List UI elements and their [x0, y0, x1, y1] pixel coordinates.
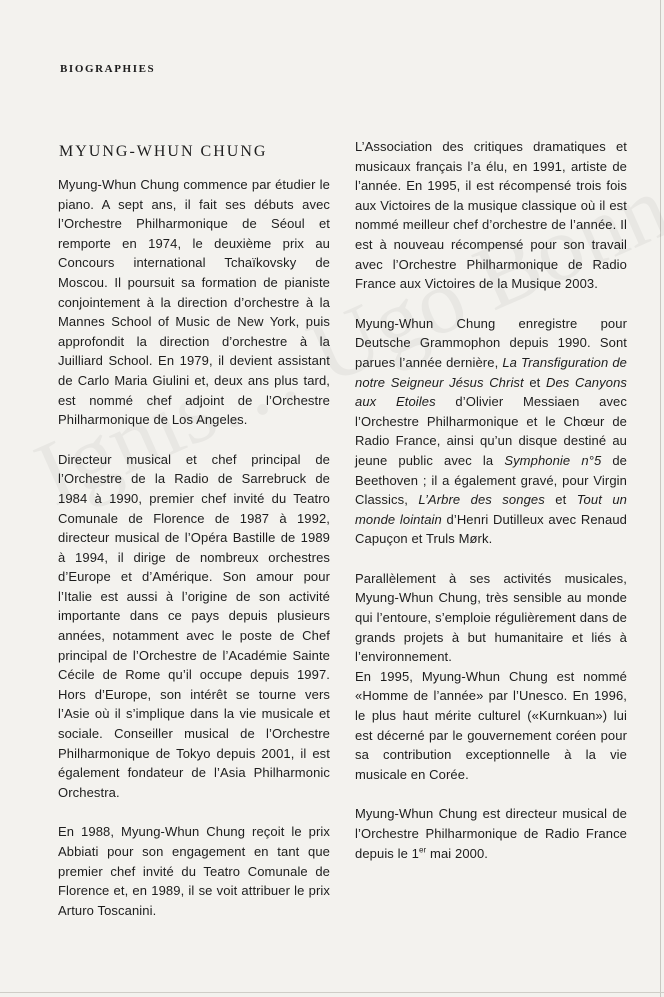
paragraph: Directeur musical et chef principal de l’Orchestre de la Radio de Sarrebruck de 1984 à 1990, premier chef invité du Teatro Comunale de Florence de 1987 à 1992, directeur musical de l’Opéra Bastille de 1989 à 1994, il dirige de nombreux orchestres d’Europe et d’Amérique. Son amour pour l’Italie est aussi à l’origine de son activité importante dans ce pays depuis plusieurs années, notamment avec le poste de Chef principal de l’Orchestre de l’Académie Sainte Cécile de Rome qu’il occupe depuis 1997. Hors d’Europe, son intérêt se tourne vers l’Asie où il s’implique dans la vie musicale et sociale. Conseiller musical de l’Orchestre Philharmonique de Tokyo depuis 2001, il est également fondateur de l’Asia Philharmonic Orchestra. — [58, 451, 330, 800]
work-title: Des Canyons aux Etoiles — [355, 374, 628, 410]
work-title: Tout un monde lointain — [355, 492, 627, 527]
paragraph: En 1988, Myung-Whun Chung reçoit le prix Abbiati pour son engagement en tant que premier chef invité du Teatro Comunale de Florence et, en 1989, il se voit attribuer le prix Arturo Toscanini. — [58, 824, 330, 918]
page-edge — [0, 992, 664, 993]
text-run: Myung-Whun Chung enregistre pour Deutsche Grammophon depuis 1990. Sont parues l’année dernière, — [355, 315, 627, 370]
text-run: d’Olivier Messiaen avec l’Orchestre Philharmonique et le Chœur de Radio France, ainsi qu’un disque destiné au jeune public avec la — [355, 394, 627, 468]
bio-title: MYUNG-WHUN CHUNG — [59, 143, 268, 160]
text-run: et — [523, 374, 546, 390]
page-edge — [660, 0, 661, 997]
text-run: mai 2000. — [426, 845, 489, 861]
superscript: er — [418, 845, 427, 855]
right-column — [355, 137, 627, 883]
work-title: Symphonie n°5 — [504, 452, 602, 468]
paragraph: Parallèlement à ses activités musicales, Myung-Whun Chung, très sensible au monde qui l’entoure, s’emploie régulièrement dans de grands projets à but humanitaire et liés à l’environnement. — [355, 570, 627, 665]
text-run: Myung-Whun Chung est directeur musical de l’Orchestre Philharmonique de Radio France depuis le 1 — [355, 806, 627, 861]
text-run: et — [544, 492, 577, 508]
paragraph: L’Association des critiques dramatiques et musicaux français l’a élu, en 1991, artiste de l’année. En 1995, il est récompensé trois fois aux Victoires de la musique classique où il est nommé meilleur chef d’orchestre de l’année. Il est à nouveau récompensé pour son travail avec l’Orchestre Philharmonique de Radio France aux Victoires de la Musique 2003. — [355, 139, 627, 292]
text-run: d’Henri Dutilleux avec Renaud Capuçon et Truls Mørk. — [355, 511, 627, 547]
left-column — [58, 138, 330, 940]
paragraph — [355, 314, 627, 549]
paragraph: En 1995, Myung-Whun Chung est nommé «Homme de l’année» par l’Unesco. En 1996, le plus haut mérite culturel («Kurnkuan») lui est décerné par le gouvernement coréen pour sa contribution exceptionnelle à la vie musicale en Corée. — [355, 668, 627, 782]
text-run: de Beethoven ; il a également gravé, pour Virgin Classics, — [355, 452, 628, 508]
work-title: La Transfiguration de notre Seigneur Jésus Christ — [355, 354, 627, 390]
paragraph — [355, 804, 627, 863]
work-title: L’Arbre des songes — [418, 492, 545, 508]
section-label: BIOGRAPHIES — [60, 63, 156, 75]
paragraph: Myung-Whun Chung commence par étudier le piano. A sept ans, il fait ses débuts avec l’Orchestre Philharmonique de Séoul et remporte en 1974, le deuxième prix au Concours international Tchaïkovsky de Moscou. Il poursuit sa formation de pianiste conjointement à la direction d’orchestre à la Mannes School of Music de New York, puis approfondit la direction d’orchestre à la Juilliard School. En 1979, il devient assistant de Carlo Maria Giulini et, deux ans plus tard, est nommé chef adjoint de l’Orchestre Philharmonique de Los Angeles. — [58, 177, 330, 428]
